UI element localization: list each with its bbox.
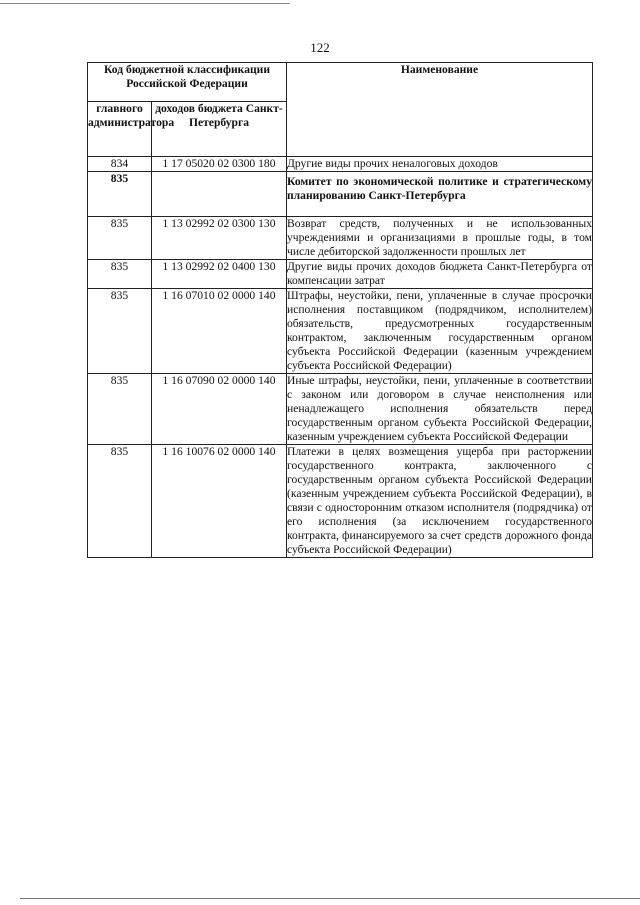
header-chief-administrator: главного администратора: [88, 102, 152, 157]
budget-classification-table: [87, 62, 593, 558]
name-cell: Штрафы, неустойки, пени, уплаченные в случае просрочки исполнения поставщиком (подрядчиком, исполнителем) обязательств, предусмотренных государственным контрактом, заключенным государственным органом субъекта Российской Федерации (казенным учреждением субъекта Российской Федерации): [287, 289, 592, 372]
admin-code-cell: 835: [88, 260, 152, 289]
admin-code-cell: 834: [88, 157, 152, 172]
admin-code-cell: 835: [88, 289, 152, 374]
admin-code-cell: 835: [88, 172, 152, 217]
scan-edge-line-top: [0, 3, 290, 4]
income-code-cell: 1 16 10076 02 0000 140: [152, 445, 287, 558]
income-code-cell: 1 13 02992 02 0400 130: [152, 260, 287, 289]
income-code-cell: 1 13 02992 02 0300 130: [152, 217, 287, 260]
income-code-cell: 1 16 07090 02 0000 140: [152, 374, 287, 445]
income-code-cell: [152, 172, 287, 217]
name-cell: Другие виды прочих доходов бюджета Санкт-Петербурга от компенсации затрат: [287, 260, 592, 287]
header-name: Наименование: [287, 63, 593, 157]
scan-edge-line-bottom: [20, 898, 640, 899]
table-row: [88, 374, 593, 445]
table-row-organization: [88, 172, 593, 217]
admin-code-cell: 835: [88, 217, 152, 260]
table-row: [88, 260, 593, 289]
income-code-cell: 1 16 07010 02 0000 140: [152, 289, 287, 374]
organization-name-cell: Комитет по экономической политике и стратегическому планированию Санкт-Петербурга: [287, 172, 593, 217]
table-row: [88, 289, 593, 374]
income-code-cell: 1 17 05020 02 0300 180: [152, 157, 287, 172]
admin-code-cell: 835: [88, 374, 152, 445]
page-number: 122: [310, 40, 330, 55]
admin-code-cell: 835: [88, 445, 152, 558]
name-cell: Возврат средств, полученных и не использованных учреждениями и организациями в прошлые годы, в том числе дебиторской задолженности прошлых лет: [287, 217, 592, 258]
table-row: [88, 445, 593, 558]
table-row: [88, 157, 593, 172]
name-cell: Платежи в целях возмещения ущерба при расторжении государственного контракта, заключенного с государственным органом субъекта Российской Федерации (казенным учреждением субъекта Российской Федерации), в связи с односторонним отказом исполнителя (подрядчика) от его исполнения (за исключением государственного контракта, финансируемого за счет средств дорожного фонда субъекта Российской Федерации): [287, 445, 592, 556]
table-row: [88, 217, 593, 260]
name-cell: Иные штрафы, неустойки, пени, уплаченные в соответствии с законом или договором в случае неисполнения или ненадлежащего исполнения обязательств перед государственным органом субъекта Российской Федерации, казенным учреждением субъекта Российской Федерации: [287, 374, 592, 443]
name-cell: Другие виды прочих неналоговых доходов: [287, 157, 593, 172]
header-income-code: доходов бюджета Санкт-Петербурга: [152, 102, 287, 157]
header-budget-code-group: Код бюджетной классификации Российской Федерации: [88, 63, 287, 102]
